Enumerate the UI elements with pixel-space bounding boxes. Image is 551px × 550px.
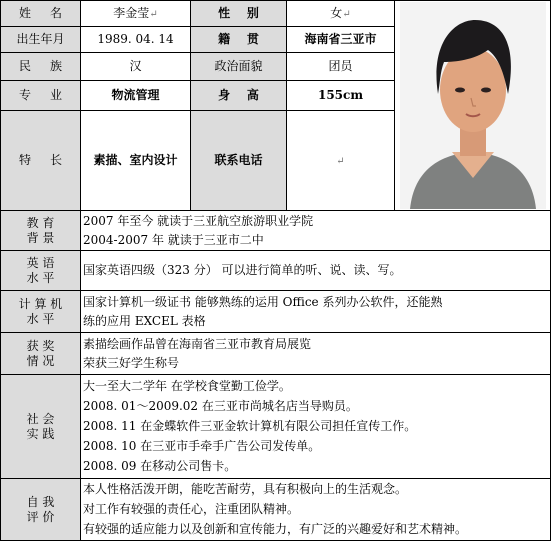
hometown-value: 海南省三亚市 (287, 27, 395, 53)
ethnic-label: 民 族 (1, 53, 81, 81)
education-content (81, 211, 551, 251)
computer-content (81, 291, 551, 333)
name-label: 姓 名 (1, 1, 81, 27)
name-value: 李金莹↵ (81, 1, 191, 27)
portrait-photo (400, 2, 546, 209)
self-evaluation-label: 自 我 评 价 (1, 479, 81, 541)
english-label: 英 语 水 平 (1, 251, 81, 291)
specialty-label: 特 长 (1, 111, 81, 211)
practice-label: 社 会 实 践 (1, 375, 81, 479)
practice-line: 2008. 10 在三亚市手牵手广告公司发传单。 (83, 438, 321, 453)
awards-line: 荣获三好学生称号 (83, 355, 180, 370)
computer-line: 练的应用 EXCEL 表格 (83, 313, 206, 328)
self-evaluation-content (81, 479, 551, 541)
major-label: 专 业 (1, 81, 81, 111)
phone-value: ↵ (287, 111, 395, 211)
education-line: 2007 年至今 就读于三亚航空旅游职业学院 (83, 213, 314, 228)
education-label: 教 育 背 景 (1, 211, 81, 251)
political-value: 团员 (287, 53, 395, 81)
practice-line: 2008. 01～2009.02 在三亚市尚城名店当导购员。 (83, 398, 358, 413)
practice-line: 大一至大二学年 在学校食堂勤工俭学。 (83, 378, 291, 393)
birth-label: 出生年月 (1, 27, 81, 53)
photo-cell (395, 1, 551, 211)
gender-label: 性 别 (191, 1, 287, 27)
practice-line: 2008. 09 在移动公司售卡。 (83, 458, 237, 473)
english-content: 国家英语四级（323 分） 可以进行简单的听、说、读、写。 (81, 251, 551, 291)
self-evaluation-line: 对工作有较强的责任心，注重团队精神。 (83, 501, 300, 516)
hometown-label: 籍 贯 (191, 27, 287, 53)
education-line: 2004-2007 年 就读于三亚市二中 (83, 232, 264, 247)
ethnic-value: 汉 (81, 53, 191, 81)
birth-value: 1989. 04. 14 (81, 27, 191, 53)
awards-label: 获 奖 情 况 (1, 333, 81, 375)
practice-line: 2008. 11 在金蝶软件三亚金软计算机有限公司担任宣传工作。 (83, 418, 417, 433)
computer-line: 国家计算机一级证书 能够熟练的运用 Office 系列办公软件，还能熟 (83, 294, 443, 309)
portrait-image (400, 2, 546, 209)
major-value: 物流管理 (81, 81, 191, 111)
awards-line: 素描绘画作品曾在海南省三亚市教育局展览 (83, 336, 312, 351)
phone-label: 联系电话 (191, 111, 287, 211)
computer-label: 计 算 机 水 平 (1, 291, 81, 333)
height-label: 身 高 (191, 81, 287, 111)
specialty-value: 素描、室内设计 (81, 111, 191, 211)
self-evaluation-line: 本人性格活泼开朗，能吃苦耐劳，具有积极向上的生活观念。 (83, 481, 408, 496)
awards-content (81, 333, 551, 375)
practice-content (81, 375, 551, 479)
height-value: 155cm (287, 81, 395, 111)
political-label: 政治面貌 (191, 53, 287, 81)
self-evaluation-line: 有较强的适应能力以及创新和宣传能力，有广泛的兴趣爱好和艺术精神。 (83, 521, 468, 536)
gender-value: 女↵ (287, 1, 395, 27)
